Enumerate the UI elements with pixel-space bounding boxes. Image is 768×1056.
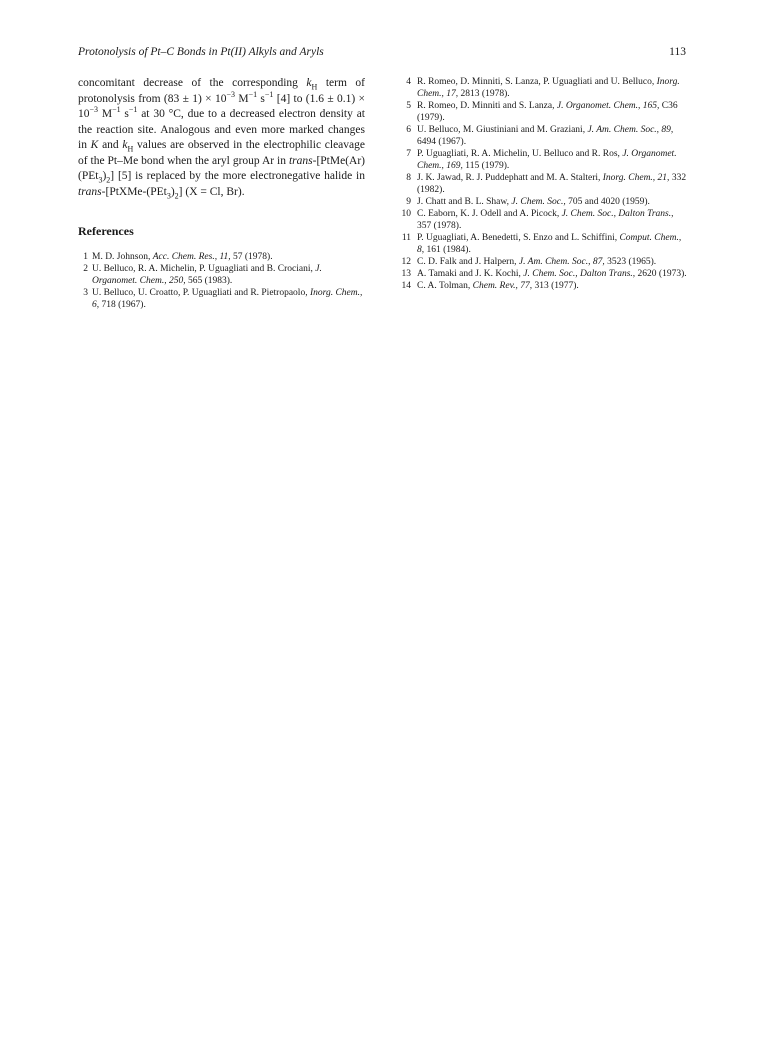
reference-journal: Comput. Chem., 8,	[417, 233, 682, 255]
reference-item	[397, 124, 689, 148]
reference-number: 7	[406, 149, 411, 159]
reference-details: 313 (1977).	[532, 281, 579, 291]
reference-journal: J. Organomet. Chem., 165,	[556, 101, 660, 111]
symbol-k: k	[122, 139, 128, 151]
reference-details: 161 (1984).	[424, 245, 471, 255]
reference-number: 6	[406, 125, 411, 135]
reference-authors: R. Romeo, D. Minniti, S. Lanza, P. Uguagliati and U. Belluco,	[417, 77, 657, 87]
unit-s: s	[260, 92, 265, 105]
reference-authors: A. Tamaki and J. K. Kochi,	[417, 269, 524, 279]
reference-journal: J. Am. Chem. Soc., 89,	[587, 125, 674, 135]
symbol-k: k	[306, 77, 312, 89]
reference-number: 14	[401, 281, 411, 291]
reference-item	[397, 100, 689, 124]
reference-journal: J. Organomet. Chem., 250,	[92, 264, 322, 286]
reference-details: 2813 (1978).	[458, 89, 510, 99]
reference-number: 10	[401, 209, 411, 219]
reference-journal: J. Am. Chem. Soc., 87,	[518, 257, 605, 267]
unit-m: M	[234, 92, 249, 105]
reference-number: 3	[83, 288, 88, 298]
reference-journal: Inorg. Chem., 21,	[602, 173, 670, 183]
body-text: [4] to (1.6 ± 0.1) × 10	[78, 92, 366, 120]
reference-number: 8	[406, 173, 411, 183]
superscript: −3	[89, 105, 99, 115]
reference-item	[397, 280, 689, 292]
body-text: and	[98, 139, 123, 151]
reference-number: 9	[406, 197, 411, 207]
reference-item	[78, 287, 365, 311]
reference-journal: J. Organomet. Chem., 169,	[417, 149, 677, 171]
reference-journal: Inorg. Chem., 6,	[92, 288, 363, 310]
body-text: at 30 °C, due to a decreased electron density at the reaction site. Analogous and even more marked changes in	[78, 108, 365, 151]
reference-journal: J. Chem. Soc., Dalton Trans.,	[523, 269, 636, 279]
superscript: −3	[226, 89, 235, 99]
reference-item	[78, 263, 365, 287]
reference-authors: R. Romeo, D. Minniti and S. Lanza,	[417, 101, 557, 111]
reference-details: 115 (1979).	[462, 161, 510, 171]
reference-details: 332 (1982).	[417, 173, 687, 195]
body-text: concomitant decrease of the corresponding	[78, 77, 307, 89]
body-paragraph	[78, 76, 365, 200]
reference-number: 4	[406, 77, 411, 87]
formula-text: )	[102, 170, 107, 182]
superscript: −1	[248, 89, 258, 99]
reference-number: 12	[401, 257, 411, 267]
body-text: term of protonolysis from (83 ± 1) × 10	[78, 77, 365, 105]
references-heading: References	[78, 224, 134, 238]
reference-details: 2620 (1973).	[635, 269, 687, 279]
body-text: values are observed in the electrophilic cleavage of the Pt–Me bond when the aryl group Ar in	[78, 139, 365, 167]
subscript: 3	[98, 175, 103, 185]
symbol-k-upper: K	[90, 139, 99, 151]
reference-number: 2	[83, 264, 88, 274]
reference-details: 718 (1967).	[99, 300, 146, 310]
formula-text: -[PtXMe-(PEt	[101, 185, 167, 198]
reference-details: C36 (1979).	[417, 101, 678, 123]
superscript: −1	[112, 105, 121, 115]
reference-item	[397, 268, 689, 280]
reference-details: 57 (1978).	[230, 252, 273, 262]
subscript-h: H	[311, 82, 318, 92]
reference-item	[397, 208, 689, 232]
reference-journal: J. Chem. Soc.,	[511, 197, 566, 207]
unit-s: s	[124, 108, 129, 120]
reference-authors: C. Eaborn, K. J. Odell and A. Picock,	[417, 209, 562, 219]
reference-authors: C. D. Falk and J. Halpern,	[417, 257, 519, 267]
right-column	[397, 76, 689, 292]
subscript: 2	[106, 175, 111, 185]
reference-number: 11	[401, 233, 411, 243]
reference-number: 5	[406, 101, 411, 111]
trans-prefix: trans	[288, 154, 313, 167]
running-title: Protonolysis of Pt–C Bonds in Pt(II) Alkyls and Aryls	[78, 46, 324, 58]
reference-details: 6494 (1967).	[417, 137, 467, 147]
reference-journal: Acc. Chem. Res., 11,	[152, 252, 231, 262]
reference-item	[397, 148, 689, 172]
subscript-h: H	[127, 144, 134, 154]
reference-journal: J. Chem. Soc., Dalton Trans.,	[561, 209, 674, 219]
reference-details: 3523 (1965).	[604, 257, 657, 267]
unit-m: M	[98, 108, 113, 120]
superscript: −1	[264, 89, 274, 99]
left-column	[78, 76, 365, 311]
reference-item	[397, 76, 689, 100]
reference-authors: C. A. Tolman,	[417, 281, 473, 291]
body-text: ] [5] is replaced by the more electronegative halide in	[110, 170, 365, 182]
subscript: 3	[166, 190, 171, 200]
subscript: 2	[174, 190, 179, 200]
reference-item	[397, 256, 689, 268]
reference-list-right	[397, 76, 689, 292]
reference-details: 357 (1978).	[417, 221, 462, 231]
reference-item	[397, 196, 689, 208]
reference-authors: P. Uguagliati, R. A. Michelin, U. Belluco and R. Ros,	[417, 149, 623, 159]
reference-authors: U. Belluco, M. Giustiniani and M. Graziani,	[417, 125, 588, 135]
reference-item	[78, 251, 365, 263]
reference-number: 13	[401, 269, 411, 279]
formula-text: -[PtMe(Ar)(PEt	[78, 154, 365, 182]
reference-authors: P. Uguagliati, A. Benedetti, S. Enzo and L. Schiffini,	[417, 233, 620, 243]
reference-list-left	[78, 251, 365, 311]
reference-journal: Inorg. Chem., 17,	[417, 77, 680, 99]
trans-prefix: trans	[78, 185, 102, 198]
reference-authors: U. Belluco, U. Croatto, P. Uguagliati and R. Pietropaolo,	[92, 288, 310, 298]
body-text: ] (X = Cl, Br).	[178, 185, 245, 198]
reference-journal: Chem. Rev., 77,	[472, 281, 533, 291]
reference-item	[397, 172, 689, 196]
reference-authors: U. Belluco, R. A. Michelin, P. Uguagliati and B. Crociani,	[92, 264, 316, 274]
reference-authors: M. D. Johnson,	[92, 252, 153, 262]
page-number: 113	[669, 46, 686, 58]
reference-item	[397, 232, 689, 256]
superscript: −1	[128, 105, 138, 115]
reference-authors: J. K. Jawad, R. J. Puddephatt and M. A. Stalteri,	[417, 173, 603, 183]
reference-number: 1	[83, 252, 88, 262]
formula-text: )	[170, 185, 175, 198]
reference-details: 705 and 4020 (1959).	[565, 197, 650, 207]
reference-authors: J. Chatt and B. L. Shaw,	[417, 197, 512, 207]
reference-details: 565 (1983).	[185, 276, 233, 286]
